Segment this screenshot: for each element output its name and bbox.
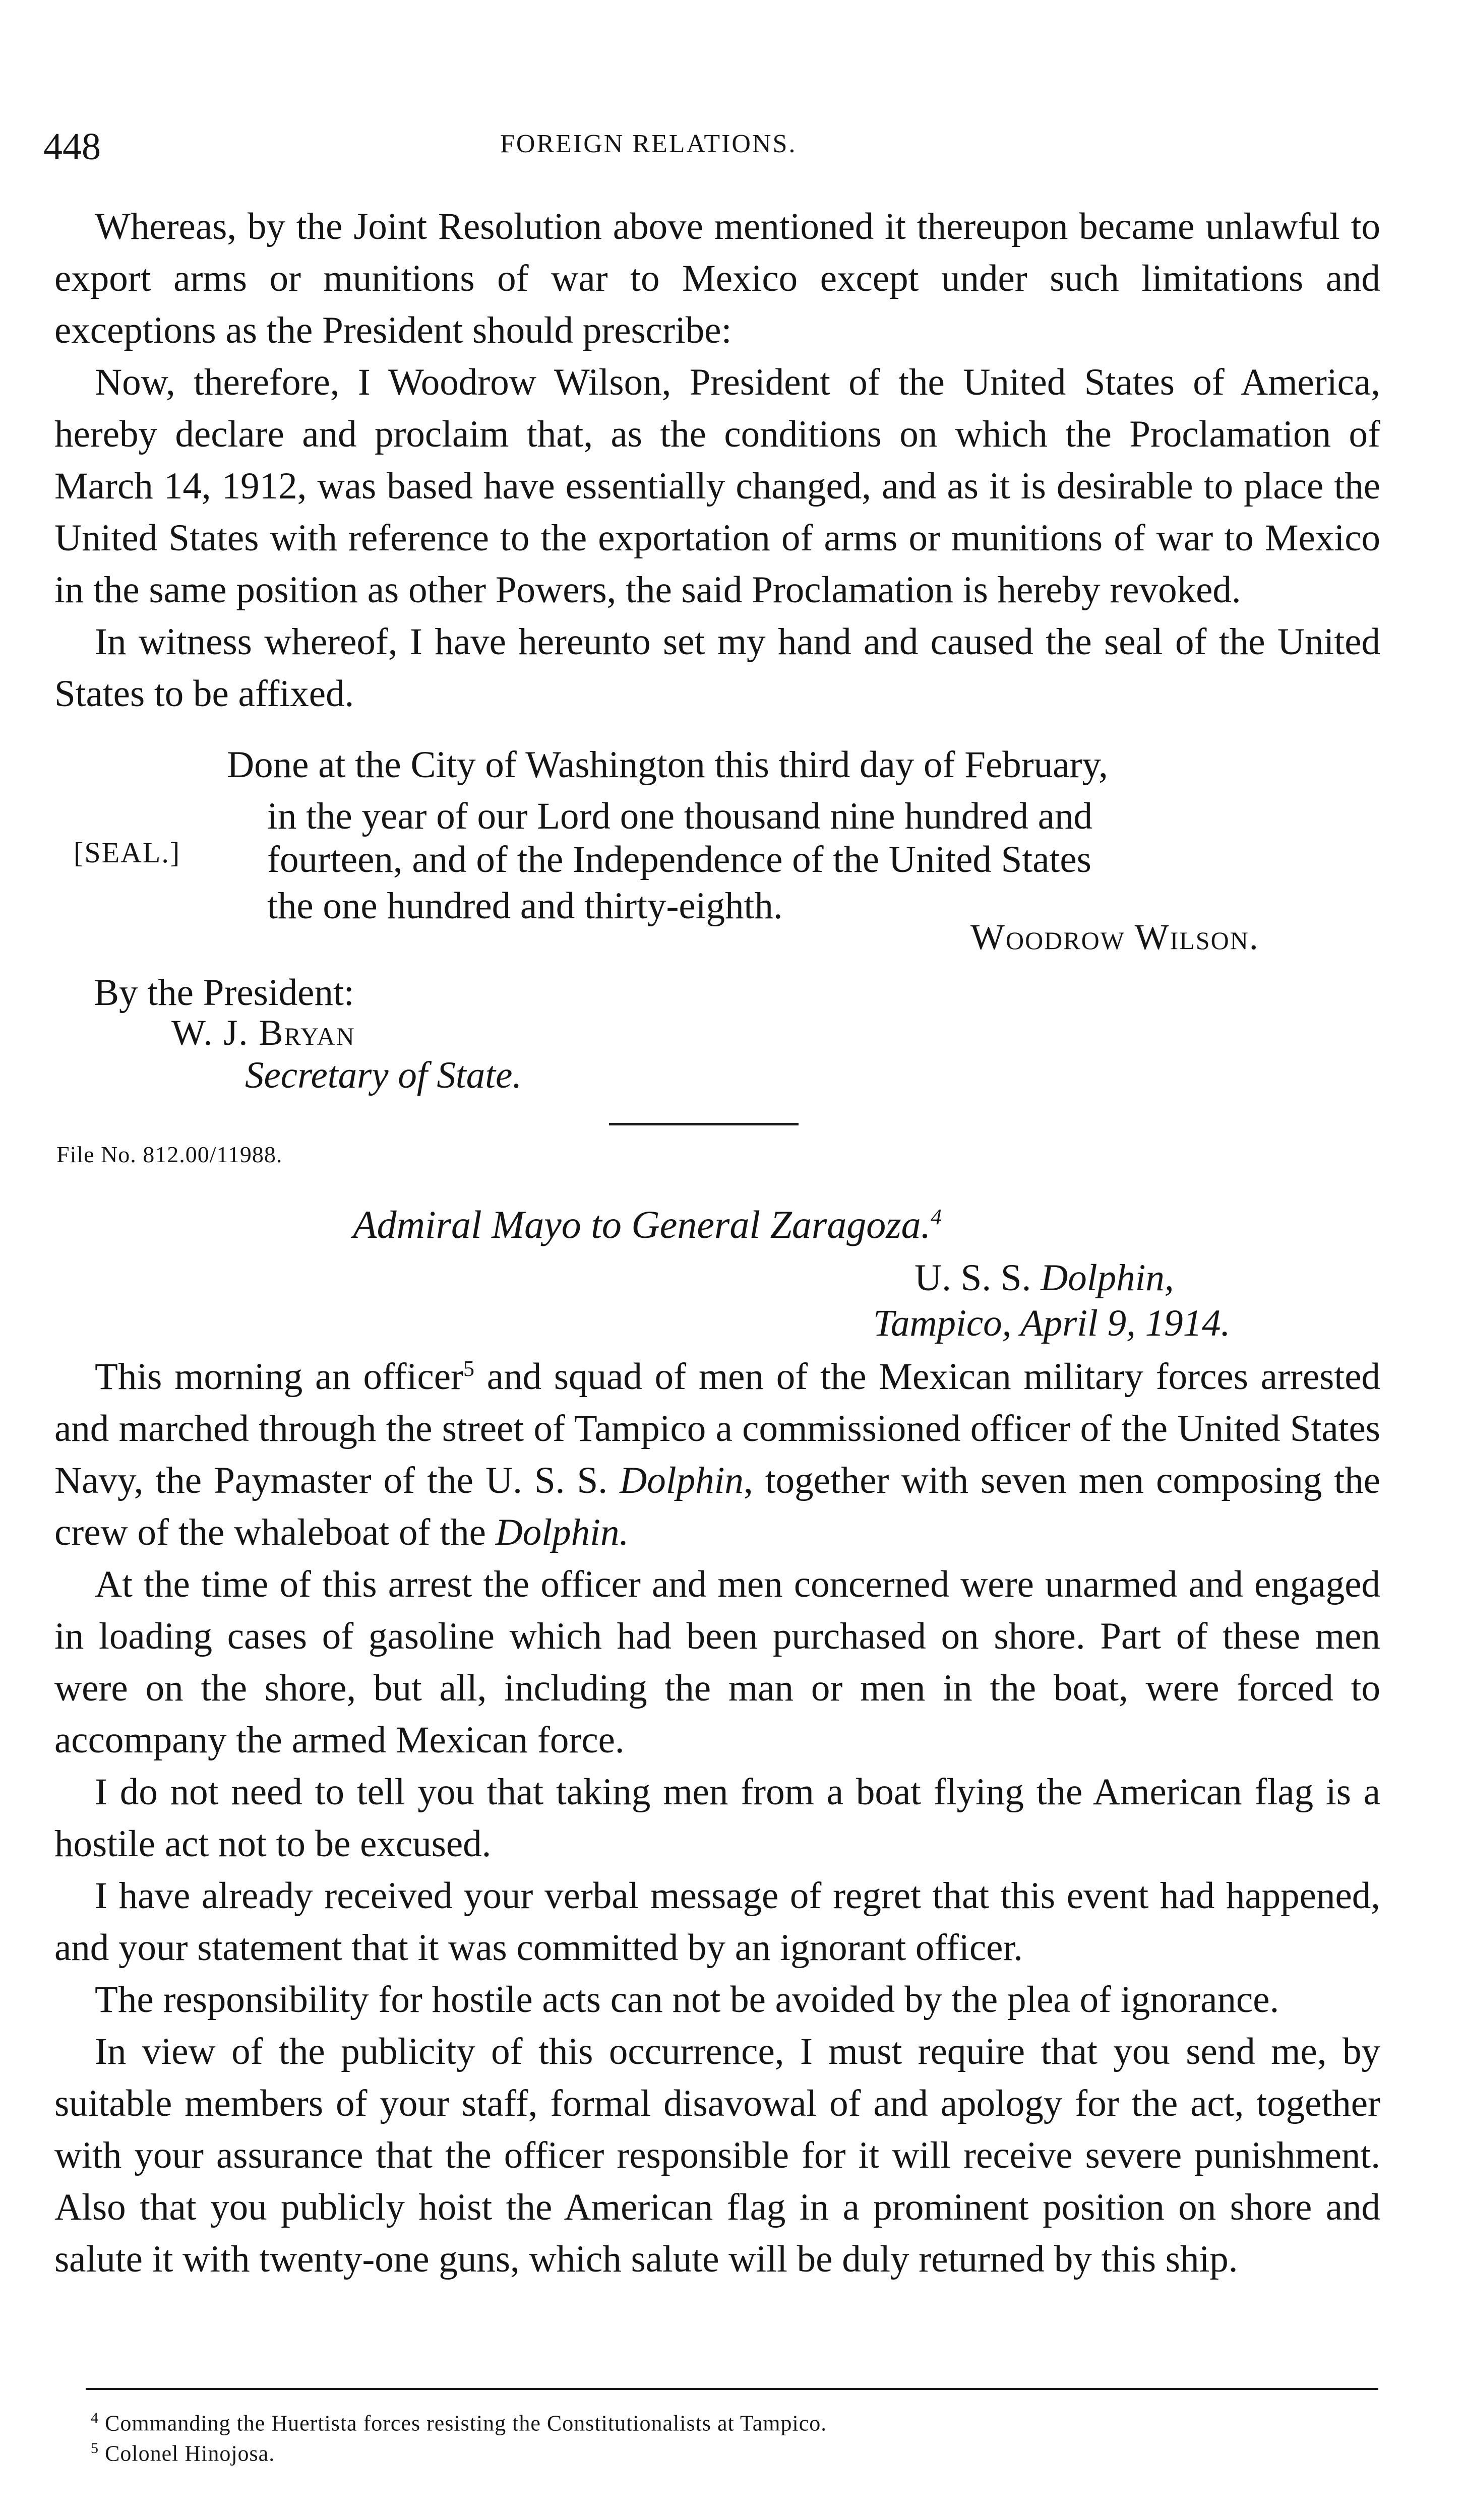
paragraph-now-therefore: Now, therefore, I Woodrow Wilson, President of the United States of America, hereby declare and proclaim that, as the conditions on which the Proclamation of March 14, 1912, was based have essentially changed, and as it is desirable to place the United States with reference to the exportation of arms or munitions of war to Mexico in the same position as other Powers, the said Proclamation is hereby revoked. [54,361,1380,611]
p1-ship: Dolphin [620,1460,744,1501]
letter-title [353,1199,942,1250]
letter-paragraph-3: I do not need to tell you that taking men from a boat flying the American flag is a hostile act not to be excused. [54,1771,1380,1865]
footnote-5 [91,2434,275,2468]
footnote-text-5: Colonel Hinojosa. [105,2441,275,2466]
place-line [914,1252,1174,1304]
secretary-name: W. J. Bryan [171,1013,355,1053]
letter-paragraph-5: The responsibility for hostile acts can not be avoided by the plea of ignorance. [95,1979,1279,2021]
p1-c: , together with seven men composing the crew of the whaleboat of the [54,1460,1381,1553]
secretary-title: Secretary of State. [245,1054,522,1096]
p1-b: and squad of men of the Mexican military forces arrested and marched through the street of Tampico a commissioned officer of the United States Navy, the Paymaster of the U. S. S. [54,1356,1380,1501]
paragraph-whereas: Whereas, by the Joint Resolution above mentioned it thereupon became unlawful to export arms or munitions of war to Mexico except under such limitations and exceptions as the President should prescribe: [54,206,1380,351]
done-line-4: the one hundred and thirty-eighth. [267,885,783,927]
footnote-ref-4: 4 [931,1205,942,1229]
letter-paragraph-2: At the time of this arrest the officer and men concerned were unarmed and engaged in loading cases of gasoline which had been purchased on shore. Part of these men were on the shore, but all, including the man or men in the boat, were forced to accompany the armed Mexican force. [54,1563,1380,1761]
seal-mark: [SEAL.] [74,836,181,869]
footnote-rule [86,2388,1378,2390]
proclamation-text [54,201,1380,720]
ship-name: Dolphin, [1041,1257,1174,1299]
place-prefix: U. S. S. [914,1257,1041,1299]
p1-ship2: Dolphin. [495,1511,629,1553]
footnote-text-4: Commanding the Huertista forces resisting the Constitutionalists at Tampico. [105,2411,827,2436]
letter-paragraph-6: In view of the publicity of this occurrence, I must require that you send me, by suitable members of your staff, formal disavowal of and apology for the act, together with your assurance that the officer responsible for it will receive severe punishment. Also that you publicly hoist the American flag in a prominent position on shore and salute it with twenty-one guns, which salute will be duly returned by this ship. [54,2031,1380,2280]
section-rule [609,1123,799,1125]
signature-wilson: Woodrow Wilson. [970,917,1259,957]
footnote-mark-4: 4 [91,2410,99,2426]
done-line-3: fourteen, and of the Independence of the United States [267,839,1091,880]
letter-text [54,1351,1380,2285]
footnote-mark-5: 5 [91,2440,99,2456]
done-line-2: in the year of our Lord one thousand nine hundred and [267,795,1093,837]
letter-paragraph-1 [54,1351,1380,1558]
file-number: File No. 812.00/11988. [56,1142,283,1167]
letter-title-text: Admiral Mayo to General Zaragoza. [353,1203,931,1246]
done-line-1: Done at the City of Washington this third day of February, [227,744,1108,786]
running-title: FOREIGN RELATIONS. [500,130,797,158]
paragraph-witness: In witness whereof, I have hereunto set my hand and caused the seal of the United States to be affixed. [54,621,1380,715]
by-the-president: By the President: [94,972,354,1014]
letter-paragraph-4: I have already received your verbal message of regret that this event had happened, and your statement that it was committed by an ignorant officer. [54,1875,1380,1969]
page-number: 448 [43,125,101,168]
p1-a: This morning an officer [95,1356,464,1398]
date-line: Tampico, April 9, 1914. [873,1302,1231,1344]
footnote-ref-5: 5 [463,1356,475,1381]
footnote-4 [91,2404,827,2438]
